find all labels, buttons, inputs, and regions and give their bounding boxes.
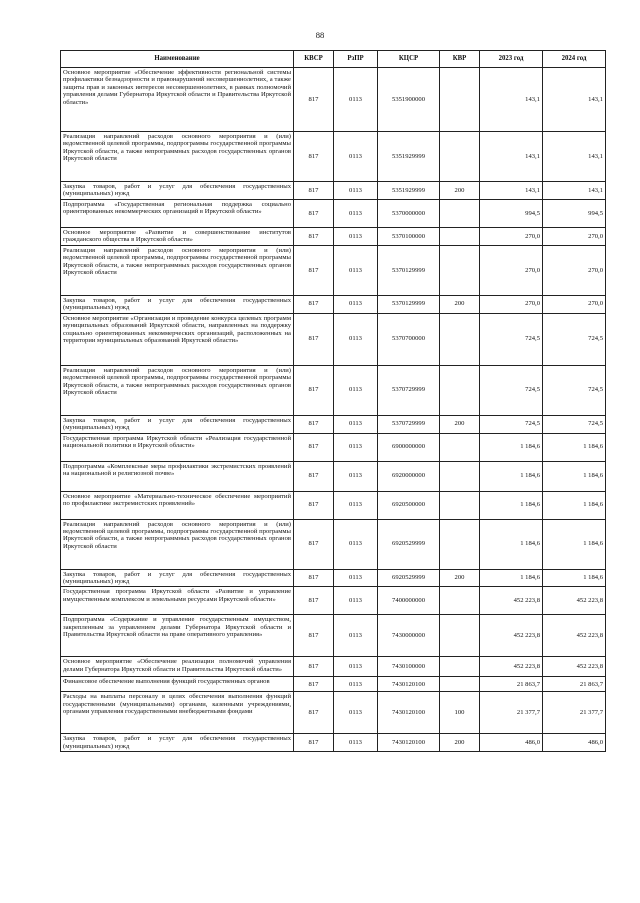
row-kcsr: 6920500000: [378, 491, 440, 519]
row-value-2024: 1 184,6: [543, 433, 606, 461]
row-name: Закупка товаров, работ и услуг для обеспечения государственных (муниципальных) нужд: [61, 415, 294, 433]
row-kvsr: 817: [294, 132, 334, 182]
row-value-2024: 143,1: [543, 182, 606, 200]
row-value-2024: 1 184,6: [543, 569, 606, 587]
row-value-2023: 143,1: [480, 182, 543, 200]
row-kvr: [440, 227, 480, 245]
row-value-2024: 1 184,6: [543, 491, 606, 519]
row-kcsr: 5370700000: [378, 313, 440, 365]
row-value-2023: 486,0: [480, 734, 543, 752]
row-kcsr: 7430100000: [378, 657, 440, 677]
table-row: [61, 313, 606, 365]
row-rzpr: 0113: [334, 677, 378, 692]
row-kvr: [440, 519, 480, 569]
row-kvsr: 817: [294, 657, 334, 677]
row-value-2024: 143,1: [543, 132, 606, 182]
row-name: Основное мероприятие «Организация и проведение конкурса целевых программ муниципальных образований Иркутской области, направленных на поддержку социально ориентированных некоммерческих организаций, расположенных на территории муниципальных образований Иркутской области»: [61, 313, 294, 365]
row-kcsr: 5351900000: [378, 68, 440, 132]
row-name: Государственная программа Иркутской области «Реализация государственной национальной политики в Иркутской области»: [61, 433, 294, 461]
row-kvr: [440, 245, 480, 295]
row-value-2023: 270,0: [480, 245, 543, 295]
row-rzpr: 0113: [334, 734, 378, 752]
row-kcsr: 5351929999: [378, 132, 440, 182]
row-value-2024: 270,0: [543, 245, 606, 295]
row-value-2024: 452 223,8: [543, 657, 606, 677]
row-name: Закупка товаров, работ и услуг для обеспечения государственных (муниципальных) нужд: [61, 295, 294, 313]
row-name: Закупка товаров, работ и услуг для обеспечения государственных (муниципальных) нужд: [61, 734, 294, 752]
row-rzpr: 0113: [334, 313, 378, 365]
row-value-2023: 994,5: [480, 199, 543, 227]
table-row: [61, 519, 606, 569]
row-kcsr: 6920529999: [378, 519, 440, 569]
row-value-2023: 724,5: [480, 415, 543, 433]
row-rzpr: 0113: [334, 657, 378, 677]
row-kcsr: 5351929999: [378, 182, 440, 200]
row-value-2023: 1 184,6: [480, 433, 543, 461]
row-rzpr: 0113: [334, 615, 378, 657]
row-name: Реализация направлений расходов основного мероприятия и (или) ведомственной целевой программы, подпрограммы государственной программы Иркутской области, а также непрограммных расходов государственных органов Иркутской области: [61, 519, 294, 569]
row-value-2024: 1 184,6: [543, 519, 606, 569]
table-row: [61, 677, 606, 692]
row-value-2023: 1 184,6: [480, 569, 543, 587]
row-kvr: [440, 313, 480, 365]
row-kvsr: 817: [294, 491, 334, 519]
row-rzpr: 0113: [334, 132, 378, 182]
row-value-2023: 452 223,8: [480, 657, 543, 677]
row-name: Подпрограмма «Государственная региональная поддержка социально ориентированных некоммерческих организаций в Иркутской области»: [61, 199, 294, 227]
row-name: Закупка товаров, работ и услуг для обеспечения государственных (муниципальных) нужд: [61, 182, 294, 200]
row-kcsr: 7430000000: [378, 615, 440, 657]
row-kvr: 200: [440, 182, 480, 200]
row-name: Основное мероприятие «Материально-техническое обеспечение мероприятий по профилактике экстремистских проявлений»: [61, 491, 294, 519]
row-rzpr: 0113: [334, 365, 378, 415]
row-value-2023: 143,1: [480, 132, 543, 182]
row-value-2023: 270,0: [480, 227, 543, 245]
row-kvr: [440, 68, 480, 132]
row-value-2024: 270,0: [543, 295, 606, 313]
row-kvsr: 817: [294, 182, 334, 200]
row-value-2023: 724,5: [480, 365, 543, 415]
row-kcsr: 7430120100: [378, 677, 440, 692]
row-kvsr: 817: [294, 415, 334, 433]
row-name: Подпрограмма «Комплексные меры профилактики экстремистских проявлений на национальной и религиозной почве»: [61, 461, 294, 491]
row-name: Расходы на выплаты персоналу в целях обеспечения выполнения функций государственными (муниципальными) органами, казенными учреждениями, органами управления государственными внебюджетными фондами: [61, 692, 294, 734]
row-kvsr: 817: [294, 692, 334, 734]
table-row: [61, 199, 606, 227]
row-value-2023: 1 184,6: [480, 491, 543, 519]
row-kvr: [440, 199, 480, 227]
table-row: [61, 569, 606, 587]
row-name: Государственная программа Иркутской области «Развитие и управление имущественным комплексом и земельными ресурсами Иркутской области»: [61, 587, 294, 615]
row-rzpr: 0113: [334, 587, 378, 615]
row-kvsr: 817: [294, 433, 334, 461]
row-kcsr: 6920529999: [378, 569, 440, 587]
row-value-2024: 270,0: [543, 227, 606, 245]
row-kvr: [440, 132, 480, 182]
table-row: [61, 132, 606, 182]
table-row: [61, 734, 606, 752]
row-value-2024: 21 377,7: [543, 692, 606, 734]
row-value-2024: 724,5: [543, 415, 606, 433]
row-name: Реализация направлений расходов основного мероприятия и (или) ведомственной целевой программы, подпрограммы государственной программы Иркутской области, а также непрограммных расходов государственных органов Иркутской области: [61, 365, 294, 415]
row-kvsr: 817: [294, 615, 334, 657]
row-kvsr: 817: [294, 461, 334, 491]
row-kvr: 200: [440, 415, 480, 433]
row-value-2023: 143,1: [480, 68, 543, 132]
row-rzpr: 0113: [334, 692, 378, 734]
row-rzpr: 0113: [334, 182, 378, 200]
row-value-2023: 270,0: [480, 295, 543, 313]
row-rzpr: 0113: [334, 519, 378, 569]
header-kvr: КВР: [440, 51, 480, 68]
row-kvr: 200: [440, 295, 480, 313]
row-name: Реализация направлений расходов основного мероприятия и (или) ведомственной целевой программы, подпрограммы государственной программы Иркутской области, а также непрограммных расходов государственных органов Иркутской области: [61, 132, 294, 182]
table-row: [61, 433, 606, 461]
row-rzpr: 0113: [334, 295, 378, 313]
header-name: Наименование: [61, 51, 294, 68]
row-kvr: [440, 365, 480, 415]
row-kvr: 200: [440, 569, 480, 587]
row-kvr: [440, 657, 480, 677]
row-rzpr: 0113: [334, 569, 378, 587]
row-kvr: [440, 491, 480, 519]
table-row: [61, 491, 606, 519]
row-value-2024: 452 223,8: [543, 587, 606, 615]
row-value-2023: 452 223,8: [480, 615, 543, 657]
row-kcsr: 5370729999: [378, 365, 440, 415]
row-value-2024: 486,0: [543, 734, 606, 752]
row-value-2024: 452 223,8: [543, 615, 606, 657]
table-row: [61, 461, 606, 491]
table-row: [61, 182, 606, 200]
row-rzpr: 0113: [334, 227, 378, 245]
row-kvr: 200: [440, 734, 480, 752]
row-name: Основное мероприятие «Обеспечение эффективности региональной системы профилактики безнадзорности и правонарушений несовершеннолетних, а также защиты прав и законных интересов несовершеннолетних, в рамках полномочий управления делами Губернатора Иркутской области и Правительства Иркутской области»: [61, 68, 294, 132]
row-name: Закупка товаров, работ и услуг для обеспечения государственных (муниципальных) нужд: [61, 569, 294, 587]
row-rzpr: 0113: [334, 433, 378, 461]
table-row: [61, 657, 606, 677]
row-kvr: [440, 615, 480, 657]
row-kvsr: 817: [294, 199, 334, 227]
row-name: Основное мероприятие «Развитие и совершенствование институтов гражданского общества в Иркутской области»: [61, 227, 294, 245]
header-2023: 2023 год: [480, 51, 543, 68]
row-kvsr: 817: [294, 227, 334, 245]
row-kvr: [440, 461, 480, 491]
row-kvsr: 817: [294, 587, 334, 615]
table-row: [61, 692, 606, 734]
table-row: [61, 245, 606, 295]
row-kvsr: 817: [294, 245, 334, 295]
row-rzpr: 0113: [334, 491, 378, 519]
row-kvsr: 817: [294, 365, 334, 415]
row-name: Финансовое обеспечение выполнения функций государственных органов: [61, 677, 294, 692]
row-rzpr: 0113: [334, 68, 378, 132]
row-kcsr: 6920000000: [378, 461, 440, 491]
row-kcsr: 7430120100: [378, 692, 440, 734]
row-kvr: [440, 587, 480, 615]
header-kvsr: КВСР: [294, 51, 334, 68]
row-value-2024: 994,5: [543, 199, 606, 227]
row-value-2023: 452 223,8: [480, 587, 543, 615]
row-value-2023: 21 377,7: [480, 692, 543, 734]
row-rzpr: 0113: [334, 199, 378, 227]
row-value-2024: 724,5: [543, 365, 606, 415]
row-name: Реализация направлений расходов основного мероприятия и (или) ведомственной целевой программы, подпрограммы государственной программы Иркутской области, а также непрограммных расходов государственных органов Иркутской области: [61, 245, 294, 295]
row-rzpr: 0113: [334, 415, 378, 433]
row-name: Подпрограмма «Содержание и управление государственным имуществом, закрепленным за управлением делами Губернатора Иркутской области и Правительства Иркутской области на праве оперативного управления»: [61, 615, 294, 657]
row-value-2023: 21 863,7: [480, 677, 543, 692]
row-kcsr: 6900000000: [378, 433, 440, 461]
row-value-2023: 1 184,6: [480, 461, 543, 491]
row-kvsr: 817: [294, 677, 334, 692]
table-row: [61, 365, 606, 415]
header-kcsr: КЦСР: [378, 51, 440, 68]
table-row: [61, 295, 606, 313]
row-kcsr: 7400000000: [378, 587, 440, 615]
table-header-row: [61, 51, 606, 68]
row-value-2024: 724,5: [543, 313, 606, 365]
table-row: [61, 227, 606, 245]
row-kcsr: 7430120100: [378, 734, 440, 752]
row-kcsr: 5370000000: [378, 199, 440, 227]
row-kvr: [440, 433, 480, 461]
row-value-2023: 724,5: [480, 313, 543, 365]
row-rzpr: 0113: [334, 245, 378, 295]
row-kvr: 100: [440, 692, 480, 734]
row-kvr: [440, 677, 480, 692]
row-value-2024: 21 863,7: [543, 677, 606, 692]
row-kvsr: 817: [294, 734, 334, 752]
row-kcsr: 5370100000: [378, 227, 440, 245]
row-value-2024: 143,1: [543, 68, 606, 132]
header-rzpr: РзПР: [334, 51, 378, 68]
row-rzpr: 0113: [334, 461, 378, 491]
table-row: [61, 68, 606, 132]
row-value-2023: 1 184,6: [480, 519, 543, 569]
budget-table: [60, 50, 606, 752]
row-kvsr: 817: [294, 519, 334, 569]
row-value-2024: 1 184,6: [543, 461, 606, 491]
header-2024: 2024 год: [543, 51, 606, 68]
row-kvsr: 817: [294, 569, 334, 587]
table-row: [61, 615, 606, 657]
row-kvsr: 817: [294, 68, 334, 132]
table-row: [61, 415, 606, 433]
row-kvsr: 817: [294, 295, 334, 313]
row-name: Основное мероприятие «Обеспечение реализации полномочий управления делами Губернатора Иркутской области и Правительства Иркутской области»: [61, 657, 294, 677]
row-kcsr: 5370729999: [378, 415, 440, 433]
row-kcsr: 5370129999: [378, 245, 440, 295]
row-kvsr: 817: [294, 313, 334, 365]
row-kcsr: 5370129999: [378, 295, 440, 313]
page-number: 88: [315, 30, 325, 40]
table-row: [61, 587, 606, 615]
